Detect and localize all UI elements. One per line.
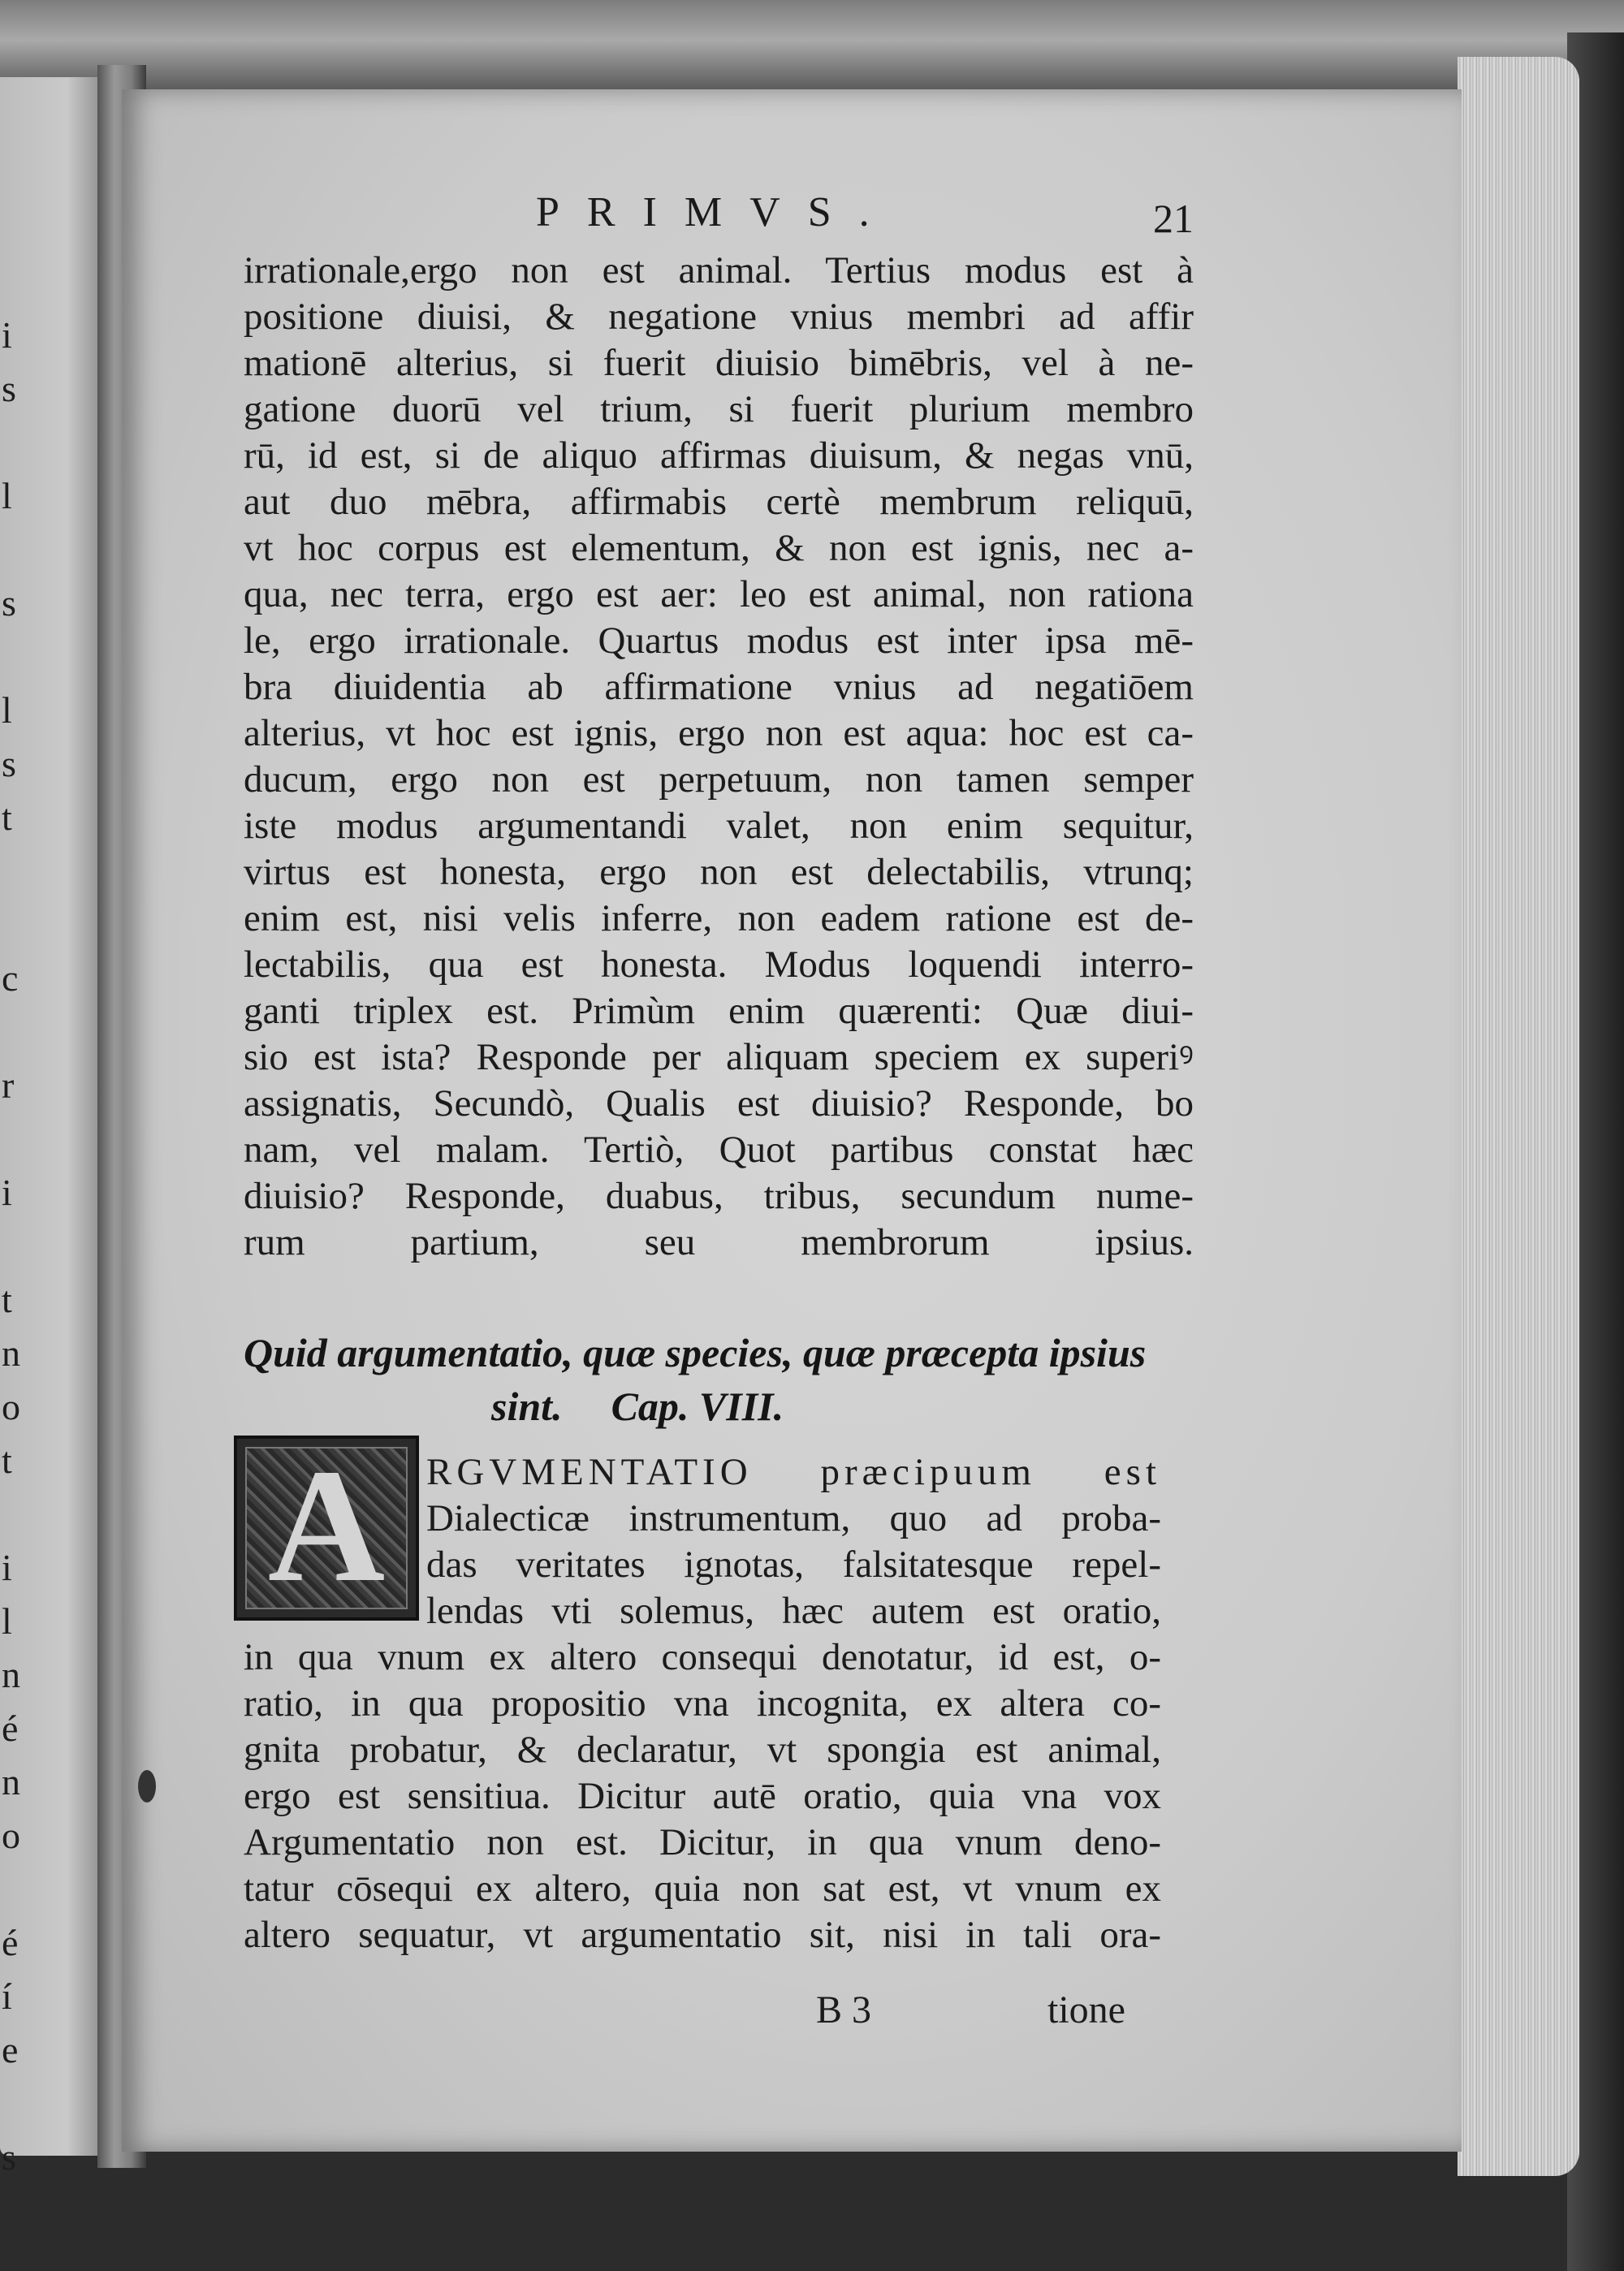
left-page-letter: n [2, 1654, 20, 1695]
running-head: PRIMVS. [536, 189, 897, 235]
left-page-letter: e [2, 2029, 19, 2070]
text-line: bra diuidentia ab affirmatione vnius ad negatiōem [244, 666, 1194, 708]
text-line: mationē alterius, si fuerit diuisio bimēbris, vel à ne- [244, 342, 1194, 384]
left-page-letter [2, 1220, 34, 1273]
left-page-letter [2, 1863, 34, 1916]
left-page-letter [2, 416, 34, 469]
text-line: positione diuisi, & negatione vnius membri ad affir [244, 296, 1194, 338]
text-line: rum partium, seu membrorum ipsius. [244, 1221, 1194, 1263]
left-page-letters [2, 309, 34, 2184]
top-cover-edge [0, 0, 1624, 89]
text-line: qua, nec terra, ergo est aer: leo est animal, non rationa [244, 573, 1194, 615]
text-line: nam, vel malam. Tertiò, Quot partibus constat hæc [244, 1129, 1194, 1171]
text-line: alterius, vt hoc est ignis, ergo non est aqua: hoc est ca- [244, 712, 1194, 754]
text-line: gatione duorū vel trium, si fuerit plurium membro [244, 388, 1194, 430]
page-number: 21 [1153, 196, 1194, 241]
text-line: in qua vnum ex altero consequi denotatur, id est, o- [244, 1636, 1161, 1678]
left-page-letter: n [2, 1761, 20, 1803]
left-page-letter: é [2, 1922, 19, 1963]
left-page-letter [2, 898, 34, 952]
chapter-heading-sint: sint. [491, 1384, 563, 1429]
left-page-letter: l [2, 689, 12, 731]
text-line: ganti triplex est. Primùm enim quærenti: Quæ diui- [244, 990, 1194, 1032]
text-line: tatur cōsequi ex altero, quia non sat est, vt vnum ex [244, 1867, 1161, 1910]
left-page-letter: l [2, 475, 12, 516]
text-line: ratio, in qua propositio vna incognita, ex altera co- [244, 1682, 1161, 1725]
left-page-letter [2, 630, 34, 684]
text-line: ergo est sensitiua. Dicitur autē oratio, quia vna vox [244, 1775, 1161, 1817]
left-page-letter: o [2, 1386, 20, 1427]
body-text [244, 248, 1194, 1266]
chapter-heading-line-1: Quid argumentatio, quæ species, quæ præcepta ipsius [244, 1330, 1147, 1375]
left-page-letter: é [2, 1708, 19, 1749]
left-page-letter: i [2, 1172, 12, 1213]
left-page-letter: i [2, 1547, 12, 1588]
ink-blot [138, 1770, 156, 1803]
left-page-letter: i [2, 314, 12, 356]
text-line: aut duo mēbra, affirmabis certè membrum reliquū, [244, 481, 1194, 523]
page-fore-edge [1458, 57, 1579, 2176]
text-line: virtus est honesta, ergo non est delectabilis, vtrunq; [244, 851, 1194, 893]
chapter-heading [244, 1326, 1194, 1433]
text-line: diuisio? Responde, duabus, tribus, secundum nume- [244, 1175, 1194, 1217]
left-page-letter [2, 1112, 34, 1166]
left-page-letter: s [2, 582, 16, 624]
chapter-heading-line-2 [244, 1379, 1194, 1433]
text-line: le, ergo irrationale. Quartus modus est inter ipsa mē- [244, 620, 1194, 662]
text-line: altero sequatur, vt argumentatio sit, nisi in tali ora- [244, 1914, 1161, 1956]
catchword: tione [1047, 1988, 1125, 2031]
text-line: rū, id est, si de aliquo affirmas diuisum, & negas vnū, [244, 434, 1194, 477]
text-line: vt hoc corpus est elementum, & non est ignis, nec a- [244, 527, 1194, 569]
left-page-letter: í [2, 1975, 12, 2017]
left-page-letter: s [2, 368, 16, 409]
left-page-letter: r [2, 1064, 15, 1106]
left-page-letter: o [2, 1815, 20, 1856]
signature-mark: B 3 [816, 1988, 872, 2031]
text-line: enim est, nisi velis inferre, non eadem ratione est de- [244, 897, 1194, 939]
text-line: lectabilis, qua est honesta. Modus loquendi interro- [244, 943, 1194, 986]
text-line: Dialecticæ instrumentum, quo ad proba- [426, 1497, 1161, 1539]
left-page-letter [2, 523, 34, 576]
text-line: RGVMENTATIO præcipuum est [426, 1451, 1161, 1493]
initial-letter: A [267, 1436, 386, 1616]
text-line: gnita probatur, & declaratur, vt spongia est animal, [244, 1729, 1161, 1771]
left-page-letter: s [2, 2136, 16, 2178]
left-page-letter [2, 1487, 34, 1541]
text-line: iste modus argumentandi valet, non enim sequitur, [244, 805, 1194, 847]
left-page-letter: t [2, 1279, 12, 1320]
text-line: das veritates ignotas, falsitatesque repel- [426, 1544, 1161, 1586]
left-page-letter: c [2, 957, 19, 999]
left-page-letter: t [2, 1440, 12, 1481]
left-page-letter [2, 844, 34, 898]
text-line: ducum, ergo non est perpetuum, non tamen semper [244, 758, 1194, 801]
argumentatio-text [244, 1449, 1161, 1958]
left-page-letter: s [2, 743, 16, 784]
left-page-letter: n [2, 1332, 20, 1374]
text-line: assignatis, Secundò, Qualis est diuisio? Responde, bo [244, 1082, 1194, 1125]
text-line: Argumentatio non est. Dicitur, in qua vnum deno- [244, 1821, 1161, 1863]
text-line: sio est ista? Responde per aliquam speciem ex superiꝰ [244, 1036, 1194, 1078]
chapter-number: Cap. VIII. [611, 1384, 784, 1429]
left-page-letter: t [2, 797, 12, 838]
text-line: irrationale,ergo non est animal. Tertius modus est à [244, 249, 1194, 291]
text-line: lendas vti solemus, hæc autem est oratio, [426, 1590, 1161, 1632]
left-page-letter [2, 1005, 34, 1059]
left-page-letter [2, 2077, 34, 2131]
left-page-letter: l [2, 1600, 12, 1642]
